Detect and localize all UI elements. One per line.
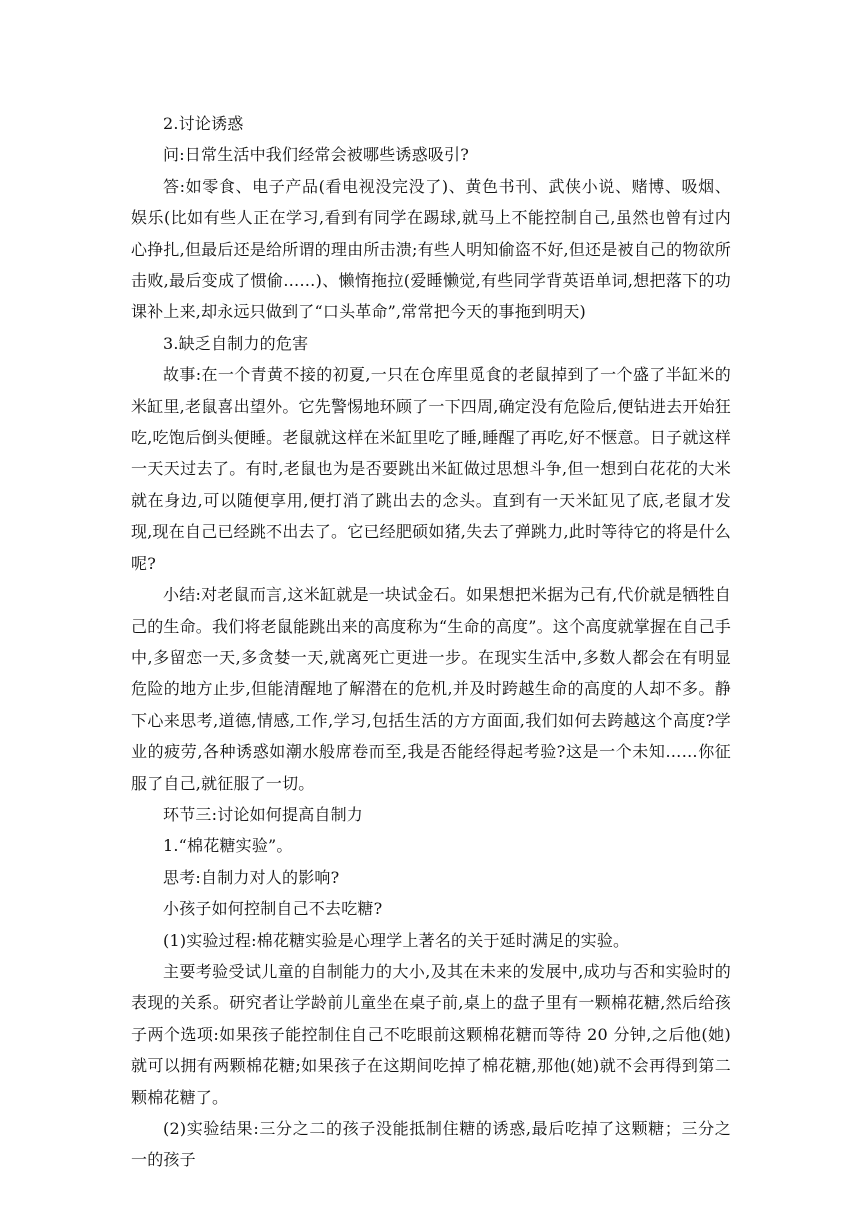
experiment-process: (1)实验过程:棉花糖实验是心理学上著名的关于延时满足的实验。 bbox=[163, 930, 630, 950]
section-heading-harm: 3.缺乏自制力的危害 bbox=[163, 333, 309, 353]
answer-paragraph: 答:如零食、电子产品(看电视没完没了)、黄色书刊、武侠小说、赌博、吸烟、娱乐(比如有些人正在学习,看到有同学在踢球,就马上不能控制自己,虽然也曾有过内心挣扎,但最后还是给所谓的理由所击溃;有些人明知偷盗不好,但还是被自己的物欲所击败,最后变成了惯偷……)、懒惰拖拉(爱睡懒觉,有些同学背英语单词,想把落下的功课补上来,却永远只做到了“口头革命”,常常把今天的事拖到明天) bbox=[131, 176, 731, 322]
story-paragraph: 故事:在一个青黄不接的初夏,一只在仓库里觅食的老鼠掉到了一个盛了半缸米的米缸里,老鼠喜出望外。它先警惕地环顾了一下四周,确定没有危险后,便钻进去开始狂吃,吃饱后倒头便睡。老鼠就这样在米缸里吃了睡,睡醒了再吃,好不惬意。日子就这样一天天过去了。有时,老鼠也为是否要跳出米缸做过思想斗争,但一想到白花花的大米就在身边,可以随便享用,便打消了跳出去的念头。直到有一天米缸见了底,老鼠才发现,现在自己已经跳不出去了。它已经肥硕如猪,失去了弹跳力,此时等待它的将是什么呢? bbox=[131, 365, 731, 573]
think-paragraph: 思考:自制力对人的影响? bbox=[163, 867, 340, 887]
experiment-description: 主要考验受试儿童的自制能力的大小,及其在未来的发展中,成功与否和实验时的表现的关系。研究者让学龄前儿童坐在桌子前,桌上的盘子里有一颗棉花糖,然后给孩子两个选项:如果孩子能控制住自己不吃眼前这颗棉花糖而等待 20 分钟,之后他(她)就可以拥有两颗棉花糖;如果孩子在这期间吃掉了棉花糖,那他(她)就不会再得到第二颗棉花糖了。 bbox=[131, 961, 731, 1107]
section-heading-discuss-temptation: 2.讨论诱惑 bbox=[163, 114, 244, 133]
question-candy: 小孩子如何控制自己不去吃糖? bbox=[163, 899, 383, 919]
experiment-title: 1.“棉花糖实验”。 bbox=[163, 836, 293, 856]
question-paragraph: 问:日常生活中我们经常会被哪些诱惑吸引? bbox=[163, 145, 469, 165]
summary-paragraph: 小结:对老鼠而言,这米缸就是一块试金石。如果想把米据为己有,代价就是牺牲自己的生命。我们将老鼠能跳出来的高度称为“生命的高度”。这个高度就掌握在自己手中,多留恋一天,多贪婪一天,就离死亡更进一步。在现实生活中,多数人都会在有明显危险的地方止步,但能清醒地了解潜在的危机,并及时跨越生命的高度的人却不多。静下心来思考,道德,情感,工作,学习,包括生活的方方面面,我们如何去跨越这个高度?学业的疲劳,各种诱惑如潮水般席卷而至,我是否能经得起考验?这是一个未知……你征服了自己,就征服了一切。 bbox=[131, 585, 731, 793]
section-heading-part-three: 环节三:讨论如何提高自制力 bbox=[163, 804, 363, 824]
document-body bbox=[131, 108, 731, 1176]
experiment-result: (2)实验结果:三分之二的孩子没能抵制住糖的诱惑,最后吃掉了这颗糖；三分之一的孩子 bbox=[131, 1119, 731, 1170]
